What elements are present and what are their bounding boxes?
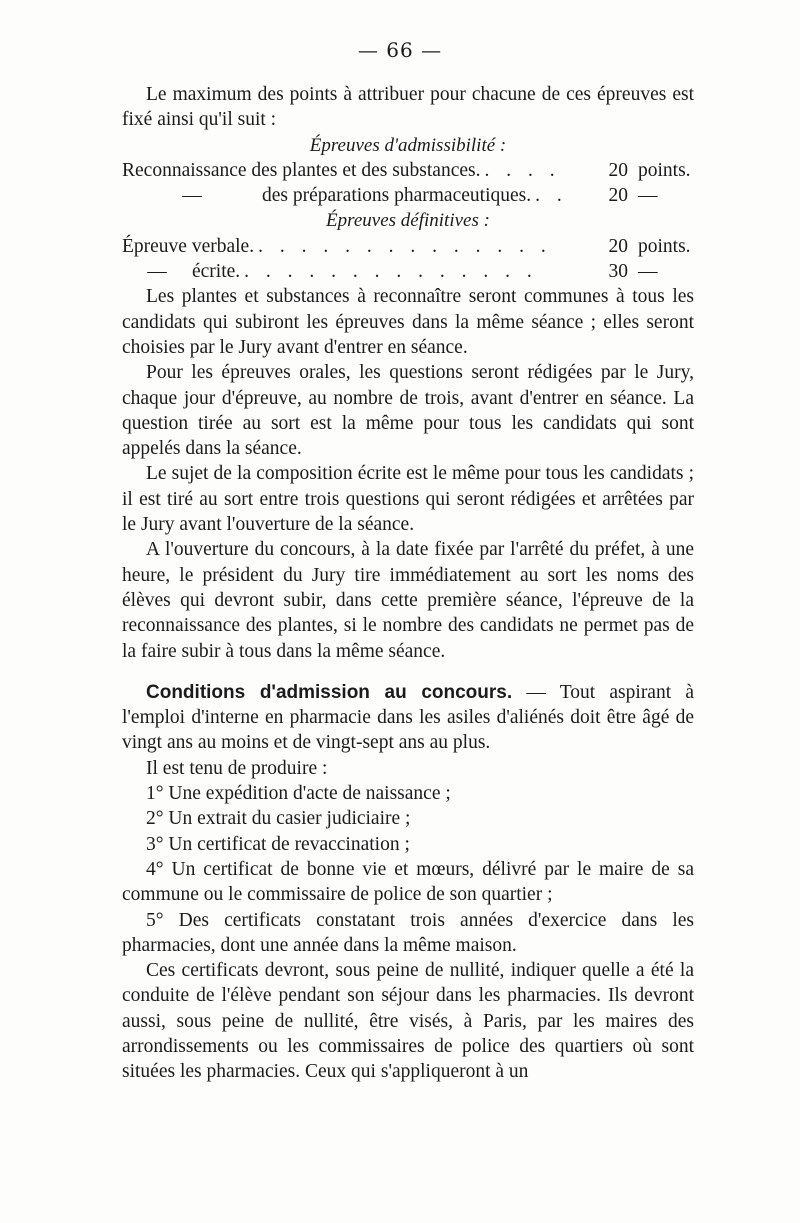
ditto-dash: — xyxy=(147,261,167,283)
points-row xyxy=(122,158,694,183)
conditions-lead: — Tout aspirant à l'emploi d'interne en pharmacie dans les asiles d'aliénés doit être âgé de vingt ans au moins et de vingt-sept ans au plus. xyxy=(122,681,695,754)
admissibility-heading: Épreuves d'admissibilité : xyxy=(309,134,507,156)
section-gap xyxy=(122,664,694,680)
leader-dots: . . . . xyxy=(484,159,561,181)
points-value: 30 xyxy=(608,261,628,283)
points-row xyxy=(122,259,694,284)
definitive-heading: Épreuves définitives : xyxy=(326,210,490,232)
document-item: 5° Des certificats constatant trois années d'exercice dans les pharmacies, dont une année dans la même maison. xyxy=(122,909,694,956)
leader-dots: . . . . . . . . . . . . . . xyxy=(258,235,552,257)
ditto-dash: — xyxy=(182,185,202,207)
leader-dots: . . xyxy=(535,185,568,207)
body-paragraph: A l'ouverture du concours, à la date fixée par l'arrêté du préfet, à une heure, le président du Jury tire immédiatement au sort les noms des élèves qui devront subir, dans cette première séance, l'épreuve de la reconnaissance des plantes, si le nombre des candidats ne permet pas de la faire subir à tous dans la même séance. xyxy=(122,539,694,662)
document-item: 2° Un extrait du casier judiciaire ; xyxy=(146,808,411,830)
points-value: 20 xyxy=(608,185,628,207)
points-unit: — xyxy=(638,185,658,207)
document-item: 3° Un certificat de revaccination ; xyxy=(146,833,410,855)
points-row-label: Épreuve verbale. xyxy=(122,235,255,257)
points-row-label: Reconnaissance des plantes et des substances. xyxy=(122,159,481,181)
points-unit: points. xyxy=(638,235,691,257)
points-unit: points. xyxy=(638,159,691,181)
points-unit: — xyxy=(638,261,658,283)
points-row xyxy=(122,183,694,208)
points-row-label: des préparations pharmaceutiques. xyxy=(262,185,532,207)
conditions-title: Conditions d'admission au concours. xyxy=(146,681,513,703)
points-value: 20 xyxy=(608,235,628,257)
points-row xyxy=(122,234,694,259)
page-body xyxy=(122,82,694,1085)
must-produce-line: Il est tenu de produire : xyxy=(146,757,328,779)
points-value: 20 xyxy=(608,159,628,181)
leader-dots: . . . . . . . . . . . . . . xyxy=(244,261,538,283)
body-paragraph: Pour les épreuves orales, les questions seront rédigées par le Jury, chaque jour d'épreuve, au nombre de trois, avant d'entrer en séance. La question tirée au sort est la même pour tous les candidats qui sont appelés dans la séance. xyxy=(122,362,694,460)
body-paragraph: Les plantes et substances à reconnaître seront communes à tous les candidats qui subiront les épreuves dans la même séance ; elles seront choisies par le Jury avant d'entrer en séance. xyxy=(122,286,694,358)
page-number: — 66 — xyxy=(357,38,443,62)
document-item: 1° Une expédition d'acte de naissance ; xyxy=(146,783,451,805)
closing-paragraph: Ces certificats devront, sous peine de nullité, indiquer quelle a été la conduite de l'élève pendant son séjour dans les pharmacies. Ils devront aussi, sous peine de nullité, être visés, à Paris, par les maires des arrondissements ou les commissaires de police des quartiers où sont situées les pharmacies. Ceux qui s'appliqueront à un xyxy=(122,960,694,1083)
intro-paragraph: Le maximum des points à attribuer pour chacune de ces épreuves est fixé ainsi qu'il suit : xyxy=(122,84,694,131)
body-paragraph: Le sujet de la composition écrite est le même pour tous les candidats ; il est tiré au sort entre trois questions qui seront rédigées et arrêtées par le Jury avant l'ouverture de la séance. xyxy=(122,463,694,536)
points-row-label: écrite. xyxy=(192,261,241,283)
document-item: 4° Un certificat de bonne vie et mœurs, délivré par le maire de sa commune ou le commissaire de police de son quartier ; xyxy=(122,858,694,906)
conditions-paragraph xyxy=(122,680,694,756)
